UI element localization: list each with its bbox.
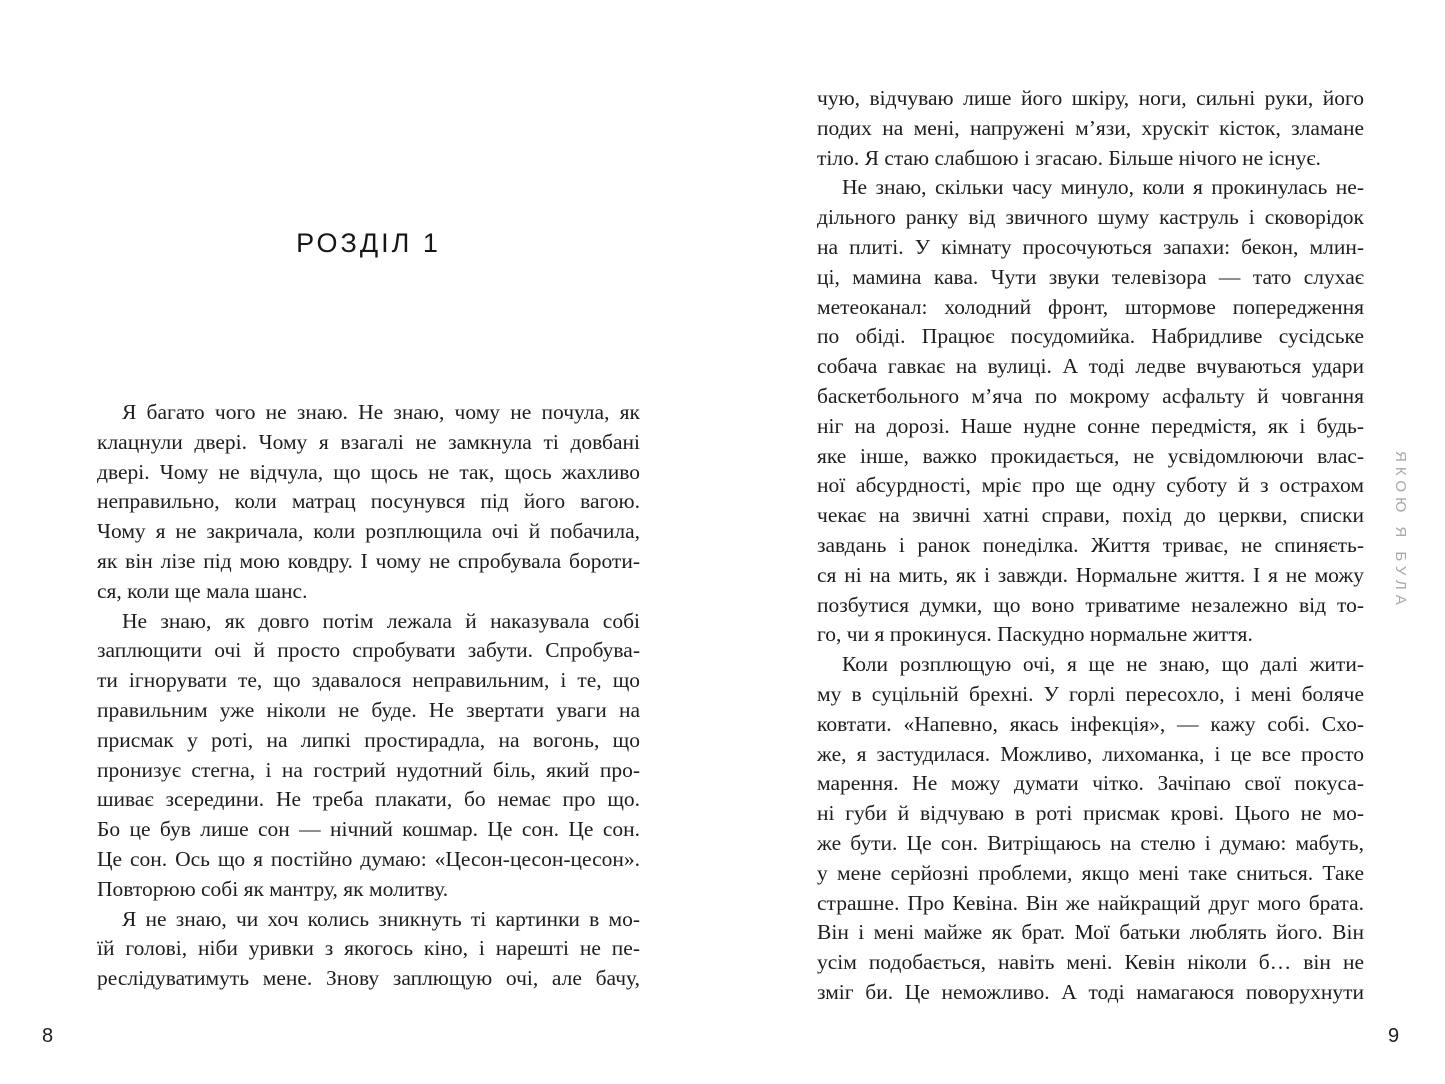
text-line: ніг на дорозі. Наше нудне сонне передмістя, як і будь- — [817, 413, 1364, 438]
text-line: подих на мені, напружені м’язи, хрускіт кісток, зламане — [817, 115, 1364, 140]
text-line: баскетбольного м’яча по мокрому асфальту й човгання — [817, 383, 1364, 408]
page-number-right: 9 — [1388, 1025, 1400, 1047]
text-line: їй голові, ніби уривки з якогось кіно, і нарешті не пе- — [97, 936, 640, 961]
text-line: Коли розплющую очі, я ще не знаю, що далі жити- — [842, 652, 1364, 677]
text-line: неправильно, коли матрац посунувся під його вагою. — [97, 489, 640, 514]
text-line: Він і мені майже як брат. Мої батьки люблять його. Він — [817, 920, 1364, 945]
text-line: реслідуватимуть мене. Знову заплющую очі, але бачу, — [97, 966, 640, 991]
text-line: тіло. Я стаю слабшою і згасаю. Більше нічого не існує. — [817, 145, 1321, 170]
text-line: му в суцільній брехні. У горлі пересохло, і мені боляче — [817, 681, 1364, 706]
text-line: же бути. Це сон. Витріщаюсь на стелю і думаю: мабуть, — [817, 830, 1364, 855]
text-line: марення. Не можу думати чітко. Зачіпаю свої покуса- — [817, 771, 1364, 796]
text-line: ної абсурдності, мріє про ще одну суботу й з острахом — [817, 473, 1364, 498]
paragraph — [97, 905, 640, 994]
text-line: зміг би. Це неможливо. А тоді намагаюся поворухнути — [817, 979, 1364, 1004]
text-line: страшне. Про Кевіна. Він же найкращий друг мого брата. — [817, 890, 1364, 915]
text-line: Бо це був лише сон — нічний кошмар. Це сон. Це сон. — [97, 817, 640, 842]
text-line: метеоканал: холодний фронт, штормове попередження — [817, 294, 1364, 319]
text-line: яке інше, важко прокидається, не усвідомлюючи влас- — [817, 443, 1364, 468]
text-line: ці, мамина кава. Чути звуки телевізора — тато слухає — [817, 264, 1364, 289]
text-line: ся ні на мить, як і завжди. Нормальне життя. І я не можу — [817, 562, 1364, 587]
paragraph — [817, 173, 1364, 650]
text-line: Я не знаю, чи хоч колись зникнуть ті картинки в мо- — [122, 906, 640, 931]
text-line: Я багато чого не знаю. Не знаю, чому не почула, як — [122, 400, 640, 424]
text-line: ковтати. «Напевно, якась інфекція», — кажу собі. Схо- — [817, 711, 1364, 736]
text-line: Чому я не закричала, коли розплющила очі й побачила, — [97, 519, 640, 544]
text-line: го, чи я прокинуся. Паскудно нормальне життя. — [817, 622, 1253, 647]
text-line: на плиті. У кімнату просочуються запахи: бекон, млин- — [817, 234, 1364, 259]
text-line: по обіді. Працює посудомийка. Набридливе сусідське — [817, 324, 1364, 349]
text-line: у мене серйозні проблеми, якщо мені таке сниться. Таке — [817, 860, 1364, 885]
text-line: Не знаю, скільки часу минуло, коли я прокинулась не- — [842, 175, 1364, 200]
chapter-title: РОЗДІЛ 1 — [296, 228, 441, 258]
text-line: правильним уже ніколи не буде. Не звертати уваги на — [97, 697, 640, 722]
text-line: ти ігнорувати те, що здавалося неправильним, і те, що — [97, 668, 640, 693]
text-line: присмак у роті, на липкі простирадла, на вогонь, що — [97, 727, 640, 752]
text-line: позбутися думки, що воно триватиме незалежно від то- — [817, 592, 1364, 617]
vertical-running-title: ЯКОЮ Я БУЛА — [1392, 451, 1409, 610]
text-line: заплющити очі й просто спробувати забути. Спробува- — [97, 638, 640, 663]
text-line: пронизує стегна, і на гострий нудотний біль, який про- — [97, 757, 640, 782]
text-line: собача гавкає на вулиці. А тоді ледве вчуваються удари — [817, 354, 1364, 379]
text-line: ні губи й відчуваю в роті присмак крові. Цього не мо- — [817, 801, 1364, 826]
text-line: Це сон. Ось що я постійно думаю: «Цесон-цесон-цесон». — [97, 846, 640, 871]
text-line: ся, коли ще мала шанс. — [97, 578, 308, 603]
text-line: як він лізе під мою ковдру. І чому не спробувала бороти- — [97, 548, 640, 573]
text-line: шиває зсередини. Не треба плакати, бо немає про що. — [97, 787, 640, 812]
text-line: Повторюю собі як мантру, як молитву. — [97, 876, 449, 901]
paragraph — [97, 398, 640, 607]
text-line: дільного ранку від звичного шуму каструль і сковорідок — [817, 205, 1364, 230]
text-line: Не знаю, як довго потім лежала й наказувала собі — [122, 608, 640, 633]
paragraph — [817, 650, 1364, 1008]
text-line: завдань і ранок понеділка. Життя триває, не спиняєть- — [817, 532, 1364, 557]
paragraph — [97, 607, 640, 905]
text-line: же, я застудилася. Можливо, лихоманка, і це все просто — [817, 741, 1364, 766]
text-line: усім подобається, навіть мені. Кевін ніколи б… він не — [817, 950, 1364, 975]
page-number-left: 8 — [42, 1025, 54, 1047]
paragraph — [817, 84, 1364, 173]
text-line: чекає на звичні хатні справи, похід до церкви, списки — [817, 503, 1364, 528]
text-line: двері. Чому не відчула, що щось не так, щось жахливо — [97, 459, 640, 484]
right-page-body-text — [817, 84, 1364, 1008]
text-line: чую, відчуваю лише його шкіру, ноги, сильні руки, його — [817, 86, 1364, 110]
left-page-body-text — [97, 398, 640, 994]
text-line: клацнули двері. Чому я взагалі не замкнула ті довбані — [97, 429, 640, 454]
